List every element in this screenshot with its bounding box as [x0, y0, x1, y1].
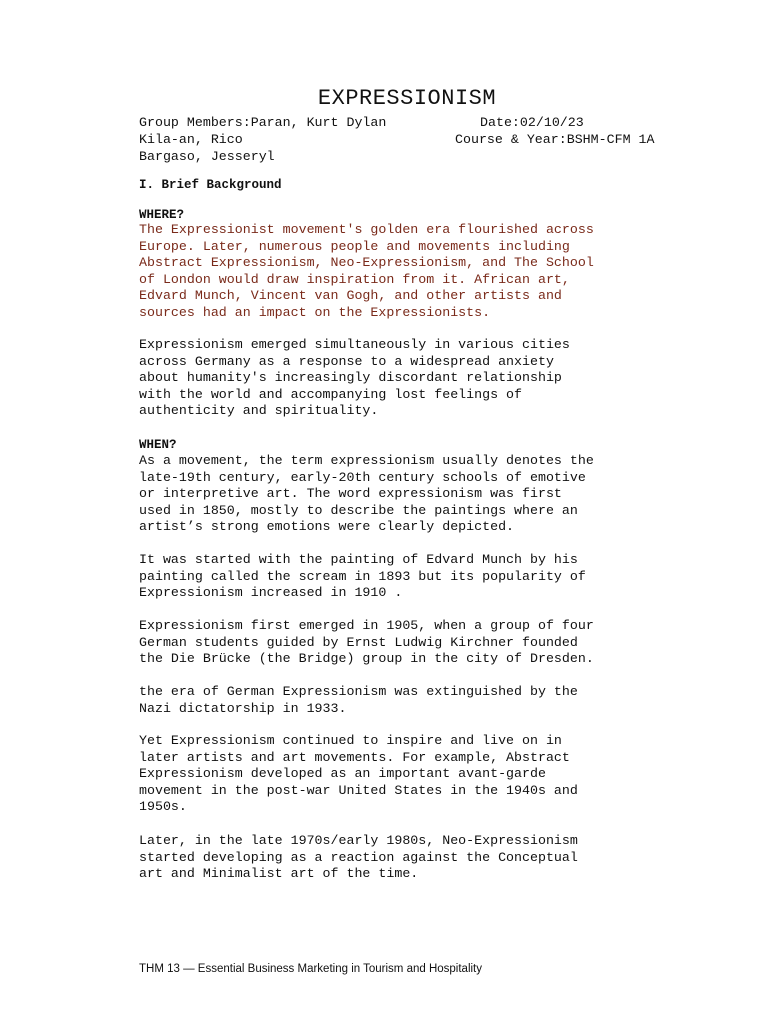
where-paragraph-2: Expressionism emerged simultaneously in various cities across Germany as a response to a widespread anxiety about humanity's increasingly discordant relationship with the world and accompanying lost feelings of authenticity and spirituality.: [139, 337, 570, 419]
page-footer: THM 13 — Essential Business Marketing in Tourism and Hospitality: [139, 963, 483, 975]
when-paragraph-1: As a movement, the term expressionism usually denotes the late-19th century, early-20th century schools of emotive or interpretive art. The word expressionism was first used in 1850, mostly to describe the paintings where an artist’s strong emotions were clearly depicted.: [139, 453, 594, 535]
document-title: EXPRESSIONISM: [317, 86, 497, 111]
course-line: Course & Year:BSHM-CFM 1A: [455, 132, 655, 147]
group-members-line: Group Members:Paran, Kurt Dylan: [139, 115, 387, 130]
date-line: Date:02/10/23: [480, 115, 584, 130]
where-heading: WHERE?: [139, 208, 185, 222]
when-paragraph-2: It was started with the painting of Edvard Munch by his painting called the scream in 1893 but its popularity of Expressionism increased in 1910 .: [139, 552, 586, 601]
when-paragraph-3: Expressionism first emerged in 1905, when a group of four German students guided by Ernst Ludwig Kirchner founded the Die Brücke (the Bridge) group in the city of Dresden.: [139, 618, 594, 667]
when-heading: WHEN?: [139, 438, 177, 452]
member-2: Kila-an, Rico: [139, 132, 243, 147]
where-paragraph-1: The Expressionist movement's golden era flourished across Europe. Later, numerous people and movements including Abstract Expressionism, Neo-Expressionism, and The School of London would draw inspiration from it. African art, Edvard Munch, Vincent van Gogh, and other artists and sources had an impact on the Expressionists.: [139, 222, 594, 320]
when-paragraph-4: the era of German Expressionism was extinguished by the Nazi dictatorship in 1933.: [139, 684, 578, 716]
when-paragraph-5: Yet Expressionism continued to inspire and live on in later artists and art movements. For example, Abstract Expressionism developed as an important avant-garde movement in the post-war United States in the 1940s and 1950s.: [139, 733, 578, 815]
member-3: Bargaso, Jesseryl: [139, 149, 275, 164]
section-heading-background: I. Brief Background: [139, 178, 282, 192]
when-paragraph-6: Later, in the late 1970s/early 1980s, Neo-Expressionism started developing as a reaction against the Conceptual art and Minimalist art of the time.: [139, 833, 578, 882]
